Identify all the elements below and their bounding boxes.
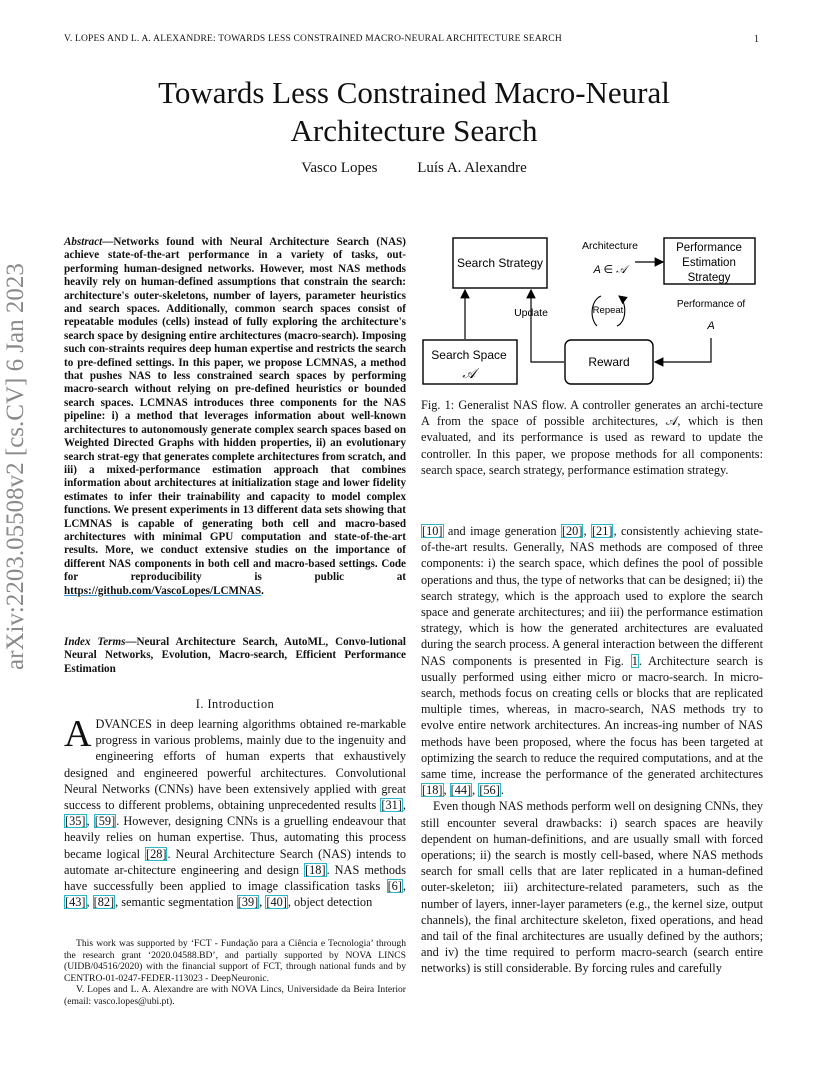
paper-title <box>60 74 768 150</box>
abstract-text: —Networks found with Neural Architecture Search (NAS) achieve state-of-the-art performance in a variety of tasks, out-performing human-designed networks. However, most NAS methods heavily rely on human-defined assumptions that constrain the search: architecture's outer-skeletons, number of layers, parameter heuristics and search spaces. Additionally, common search spaces consist of repeatable modules (cells) instead of fully exploring the architecture's search space by designing entire architectures (macro-search). Imposing such con-straints requires deep human expertise and restricts the search to pre-defined settings. In this paper, we propose LCMNAS, a method that pushes NAS to less constrained search spaces by performing macro-search without relying on pre-defined heuristics or bounded search spaces. LCMNAS introduces three components for the NAS pipeline: i) a method that leverages information about well-known architectures to autonomously generate complex search spaces based on Weighted Directed Graphs with hidden properties, ii) an evolutionary search strat-egy that generates complete architectures from scratch, and iii) a mixed-performance estimation approach that combines information about architectures at initialization stage and lower fidelity estimates to infer their trainability and capacity to model complex functions. We present experiments in 13 different data sets showing that LCMNAS is capable of generating both cell and macro-based architectures with minimal GPU computation and state-of-the-art results. More, we conduct extensive studies on the importance of different NAS components in both cell and macro-based settings. Code for reproducibility is public at <box>64 236 406 584</box>
intro-text: . Neural Architecture Search (NAS) intends to automate ar-chitecture engineering and design <box>64 846 407 877</box>
search-strategy-label: Search Strategy <box>456 256 544 270</box>
author-name: Luís A. Alexandre <box>417 160 527 176</box>
abstract-label: Abstract <box>64 236 103 248</box>
citation-link[interactable]: [18] <box>422 783 443 798</box>
right-column-text <box>421 523 763 977</box>
body-text: , consistently achieving state-of-the-art results. Generally, NAS methods are composed of three components: i) the search space, which defines the pool of possible operations and thus, the type of networks that can be designed; ii) the search strategy, which is the approach used to explore the search space and generate architectures; and iii) the performance estimation strategy, which is how the generated architectures are evaluated during the search process. A general interaction between the different NAS components is presented in Fig. <box>421 524 763 668</box>
update-label: Update <box>514 307 548 319</box>
intro-paragraph <box>64 713 407 910</box>
body-text: and image generation <box>443 524 561 538</box>
code-link[interactable]: https://github.com/VascoLopes/LCMNAS <box>64 584 262 597</box>
index-terms-text: —Neural Architecture Search, AutoML, Convo-lutional Neural Networks, Evolution, Macro-search, Efficient Performance Estimation <box>64 636 406 675</box>
footnote-affiliation: V. Lopes and L. A. Alexandre are with NOVA Lincs, Universidade da Beira Interior (email: vasco.lopes@ubi.pt). <box>64 984 406 1007</box>
performance-of-label: Performance of <box>676 299 746 310</box>
body-text: . Architecture search is usually performed using either micro or macro-search. In micro-search, methods focus on creating cells or blocks that are replicated multiple times, whereas, in macro-search, NAS methods try to evolve entire network architectures. An increas-ing number of NAS methods have been proposed, where the focus has been targeted at optimizing the search to reduce the required computations, and at the same time, increase the performance of the generated architectures <box>421 653 763 782</box>
reward-arrow <box>655 338 711 362</box>
citation-link[interactable]: [6] <box>387 879 402 894</box>
architecture-label: Architecture <box>581 240 639 252</box>
citation-link[interactable]: [10] <box>422 524 443 538</box>
sep: , <box>443 783 450 798</box>
sep: , <box>583 524 591 538</box>
paragraph-continued <box>421 523 763 798</box>
architecture-set-label: A ∈ 𝒜 <box>593 264 627 276</box>
perf-line-2: Estimation <box>682 257 736 269</box>
title-line-1: Towards Less Constrained Macro-Neural <box>158 75 670 110</box>
citation-link[interactable]: [82] <box>93 895 115 910</box>
perf-line-1: Performance <box>676 242 742 254</box>
sep: , <box>259 895 266 910</box>
citation-link[interactable]: [20] <box>561 524 583 538</box>
sep: , <box>472 783 479 798</box>
intro-text: , object detection <box>287 895 373 910</box>
page-number: 1 <box>754 34 759 45</box>
section-heading: I. Introduction <box>195 697 275 711</box>
title-line-2: Architecture Search <box>290 113 538 148</box>
nas-flow-diagram <box>421 232 763 392</box>
citation-link[interactable]: [31] <box>381 798 402 813</box>
sep: , <box>402 798 406 813</box>
update-arrow <box>531 290 564 362</box>
footnote-funding: This work was supported by ‘FCT - Fundação para a Ciência e Tecnologia’ through the research grant ‘2020.04588.BD’, and partially supported by NOVA LINCS (UIDB/04516/2020) with the financial support of FCT, through national funds and by CENTRO-01-0247-FEDER-113023 - DeepNeuronic. <box>64 938 406 984</box>
sep: , <box>402 879 406 894</box>
reward-label: Reward <box>588 355 630 369</box>
sep: , <box>86 895 93 910</box>
paragraph-drawbacks: Even though NAS methods perform well on designing CNNs, they still encounter several drawbacks: i) search spaces are heavily dependent on human-definitions, and are usually small with forced operations; ii) the search is mostly cell-based, where NAS methods search for small cells that are later replicated in a human-defined outer-skeleton; iii) architecture-related parameters, such as the number of layers, inner-layer parameters (e.g., the kernel size, output channels), the final architecture skeleton, fixed operations, and head and tail of the final architectures are usually defined by the authors; and iv) the time required to perform macro-search (search entire networks) is still considerable. By forcing rules and carefully <box>421 799 763 976</box>
performance-a-label: A <box>707 320 715 332</box>
footnote <box>64 938 406 1008</box>
figure-caption: Fig. 1: Generalist NAS flow. A controller generates an archi-tecture A from the space of possible architectures, 𝒜, which is then evaluated, and its performance is used as reward to update the controller. In this paper, we propose methods for all components: search space, search strategy, performance estimation strategy. <box>421 398 763 477</box>
abstract-end: . <box>261 584 264 597</box>
citation-link[interactable]: [40] <box>266 895 287 910</box>
body-text: . <box>500 783 504 798</box>
intro-text: . NAS methods have successfully been applied to image classification tasks <box>64 862 406 894</box>
citation-link[interactable]: [28] <box>145 846 167 861</box>
search-space-label: Search Space <box>431 348 507 362</box>
author-name: Vasco Lopes <box>301 160 378 176</box>
citation-link[interactable]: [44] <box>450 783 472 798</box>
figure-ref-link[interactable]: 1 <box>631 653 638 668</box>
citation-link[interactable]: [59] <box>94 814 116 829</box>
arxiv-stamp: arXiv:2203.05508v2 [cs.CV] 6 Jan 2023 <box>2 263 29 670</box>
intro-text: , semantic segmentation <box>115 895 237 910</box>
citation-link[interactable]: [39] <box>237 895 259 910</box>
search-space-symbol: 𝒜 <box>462 365 476 381</box>
citation-link[interactable]: [35] <box>65 814 86 829</box>
citation-link[interactable]: [43] <box>65 895 86 910</box>
author-list <box>0 160 828 177</box>
index-terms <box>64 636 406 676</box>
repeat-label: Repeat <box>592 305 624 316</box>
citation-link[interactable]: [18] <box>305 862 326 877</box>
abstract <box>64 236 406 598</box>
drop-cap: A <box>64 713 92 755</box>
intro-text: . However, designing CNNs is a gruelling endeavour that heavily relies on human expertise. Thus, automating this process became logical <box>64 814 407 861</box>
sep: , <box>86 814 94 829</box>
citation-link[interactable]: [21] <box>591 524 613 538</box>
running-head: V. LOPES AND L. A. ALEXANDRE: TOWARDS LESS CONSTRAINED MACRO-NEURAL ARCHITECTURE SEARCH <box>64 34 562 44</box>
citation-link[interactable]: [56] <box>479 783 500 798</box>
perf-line-3: Strategy <box>687 272 731 284</box>
index-terms-label: Index Terms <box>64 636 126 648</box>
intro-text: DVANCES in deep learning algorithms obtained re-markable progress in various problems, mainly due to the ingenuity and engineering efforts of human experts that exhaustively designed and engineered powerful architectures. Convolutional Neural Networks (CNNs) have been extensively applied with great success to different problems, obtaining unprecedented results <box>64 717 406 813</box>
